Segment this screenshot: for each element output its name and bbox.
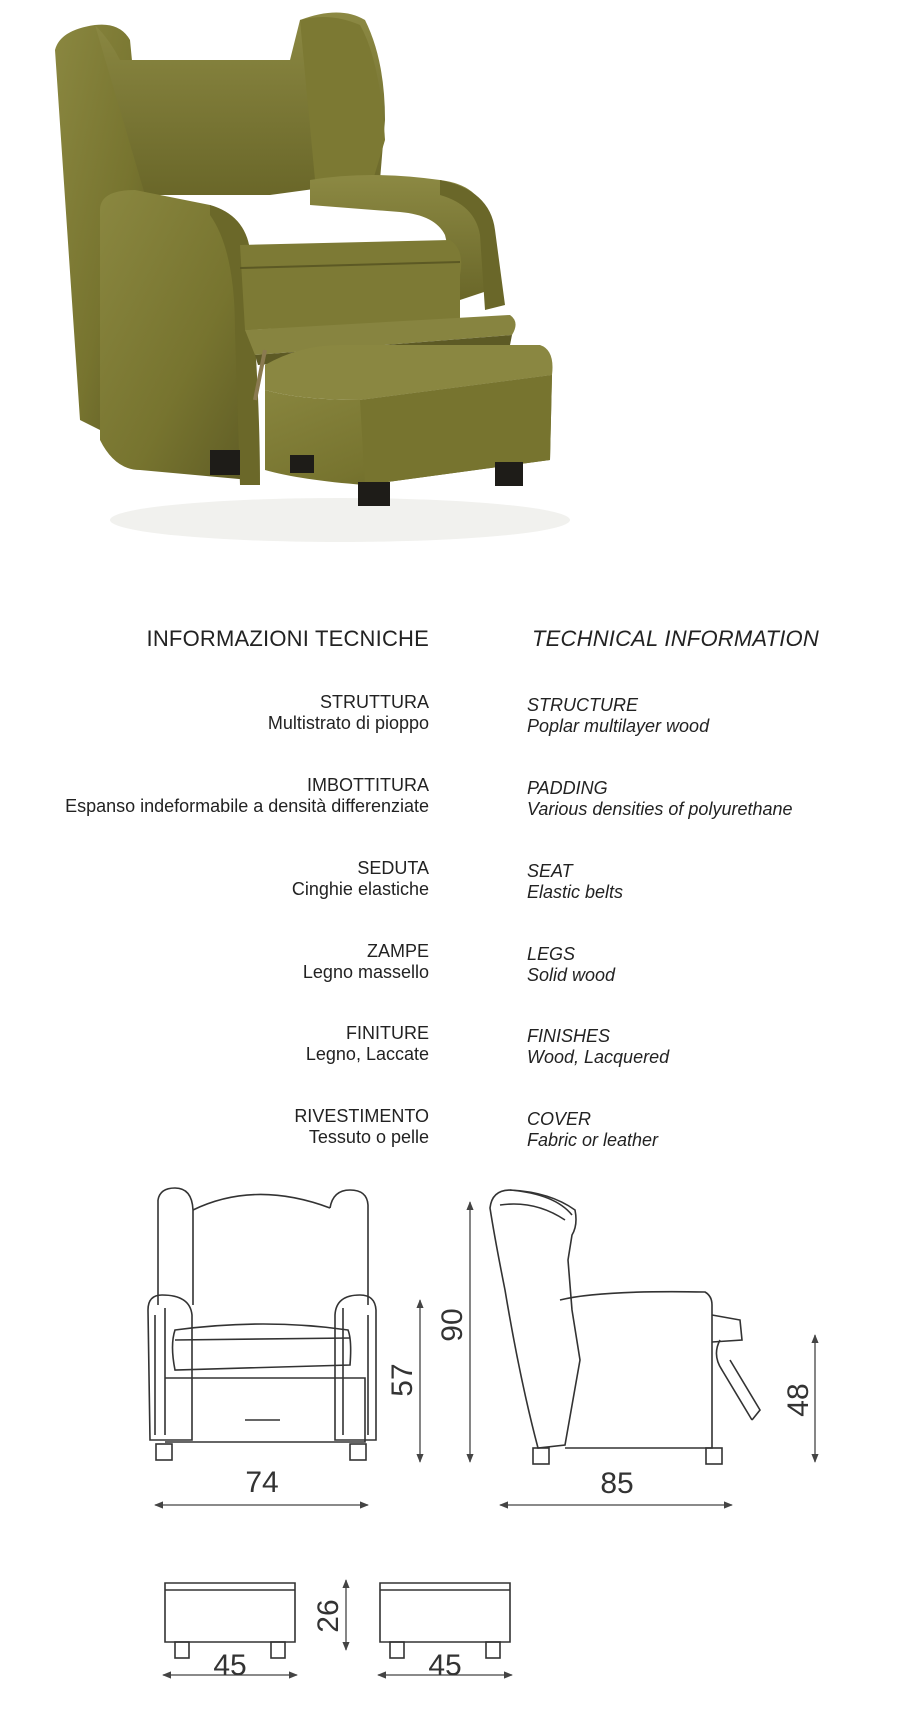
spec-title: SEDUTA [357,858,429,878]
spec-value: Legno, Laccate [305,1044,429,1064]
spec-title: RIVESTIMENTO [294,1106,429,1126]
side-depth-label: 85 [600,1467,634,1500]
spec-value: Espanso indeformabile a densità differenziate [65,796,429,816]
pouf-side-width-label: 45 [428,1649,462,1682]
spec-en-seat [527,861,623,903]
spec-title: FINISHES [527,1026,611,1046]
dimension-drawings [0,1180,907,1711]
spec-title: STRUCTURE [527,695,638,715]
heading-english: TECHNICAL INFORMATION [532,626,819,651]
spec-title: ZAMPE [366,941,429,961]
spec-value: Cinghie elastiche [291,879,429,899]
spec-value: Wood, Lacquered [527,1047,670,1067]
spec-value: Poplar multilayer wood [527,716,710,736]
spec-title: IMBOTTITURA [307,775,429,795]
footrest-height-label: 48 [782,1383,815,1417]
pouf-height-label: 26 [312,1599,345,1633]
spec-it-structure [268,692,429,734]
spec-value: Multistrato di pioppo [267,713,429,733]
spec-title: PADDING [527,778,608,798]
spec-en-legs [527,944,615,986]
spec-title: COVER [527,1109,592,1129]
spec-it-seat [292,858,429,900]
spec-en-structure [527,695,709,737]
spec-value: Tessuto o pelle [308,1127,429,1147]
pouf-front-drawing [165,1583,295,1658]
total-height-label: 90 [436,1308,469,1342]
spec-en-finishes [527,1026,669,1068]
spec-value: Elastic belts [527,882,624,902]
spec-value: Fabric or leather [527,1130,659,1150]
spec-it-cover [294,1106,429,1148]
spec-it-legs [303,941,429,983]
side-view-drawing [490,1190,760,1464]
spec-title: SEAT [527,861,573,881]
spec-title: FINITURE [346,1023,429,1043]
pouf-side-drawing [380,1583,510,1658]
armchair-product-photo [40,0,620,560]
spec-title: STRUTTURA [320,692,429,712]
spec-value: Solid wood [527,965,616,985]
spec-value: Legno massello [302,962,429,982]
spec-it-finishes [306,1023,429,1065]
heading-italian: INFORMAZIONI TECNICHE [146,626,429,651]
pouf-front-width-label: 45 [213,1649,247,1682]
spec-title: LEGS [527,944,576,964]
front-view-drawing [148,1188,376,1460]
spec-it-padding [65,775,429,817]
spec-en-cover [527,1109,658,1151]
seat-height-label: 57 [386,1363,419,1397]
front-width-label: 74 [245,1466,279,1499]
spec-en-padding [527,778,793,820]
spec-value: Various densities of polyurethane [527,799,793,819]
